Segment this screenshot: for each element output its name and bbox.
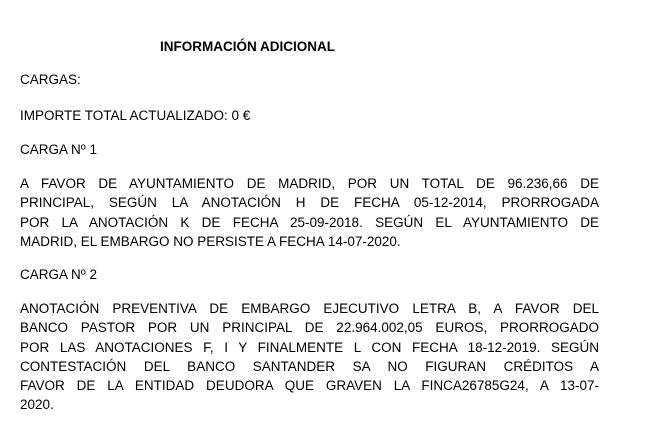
carga-2-line: POR LAS ANOTACIONES F, I Y FINALMENTE L CON FECHA 18-12-2019. SEGÚN <box>20 339 599 355</box>
importe-total: IMPORTE TOTAL ACTUALIZADO: 0 € <box>20 108 251 123</box>
cargas-label: CARGAS: <box>20 72 81 87</box>
carga-2-line: BANCO PASTOR POR UN PRINCIPAL DE 22.964.002,05 EUROS, PRORROGADO <box>20 320 599 336</box>
carga-1-line: A FAVOR DE AYUNTAMIENTO DE MADRID, POR UN TOTAL DE 96.236,66 DE <box>20 176 599 191</box>
carga-1-line: PRINCIPAL, SEGÚN LA ANOTACIÓN H DE FECHA 05-12-2014, PRORROGADA <box>20 195 599 211</box>
carga-2-heading: CARGA Nº 2 <box>20 267 97 282</box>
carga-2-text <box>20 299 599 415</box>
carga-2-line: 2020. <box>20 397 54 413</box>
carga-1-line: MADRID, EL EMBARGO NO PERSISTE A FECHA 14-07-2020. <box>20 233 401 249</box>
carga-1-line: POR LA ANOTACIÓN K DE FECHA 25-09-2018. SEGÚN EL AYUNTAMIENTO DE <box>20 214 599 230</box>
carga-1-text <box>20 174 599 251</box>
carga-1-heading: CARGA Nº 1 <box>20 142 97 157</box>
carga-2-line: ANOTACIÓN PREVENTIVA DE EMBARGO EJECUTIVO LETRA B, A FAVOR DEL <box>20 301 599 316</box>
carga-2-line: CONTESTACIÓN DEL BANCO SANTANDER SA NO FIGURAN CRÉDITOS A <box>20 358 599 374</box>
document-title: INFORMACIÓN ADICIONAL <box>160 39 335 54</box>
carga-2-line: FAVOR DE LA ENTIDAD DEUDORA QUE GRAVEN LA FINCA26785G24, A 13-07- <box>20 378 599 394</box>
